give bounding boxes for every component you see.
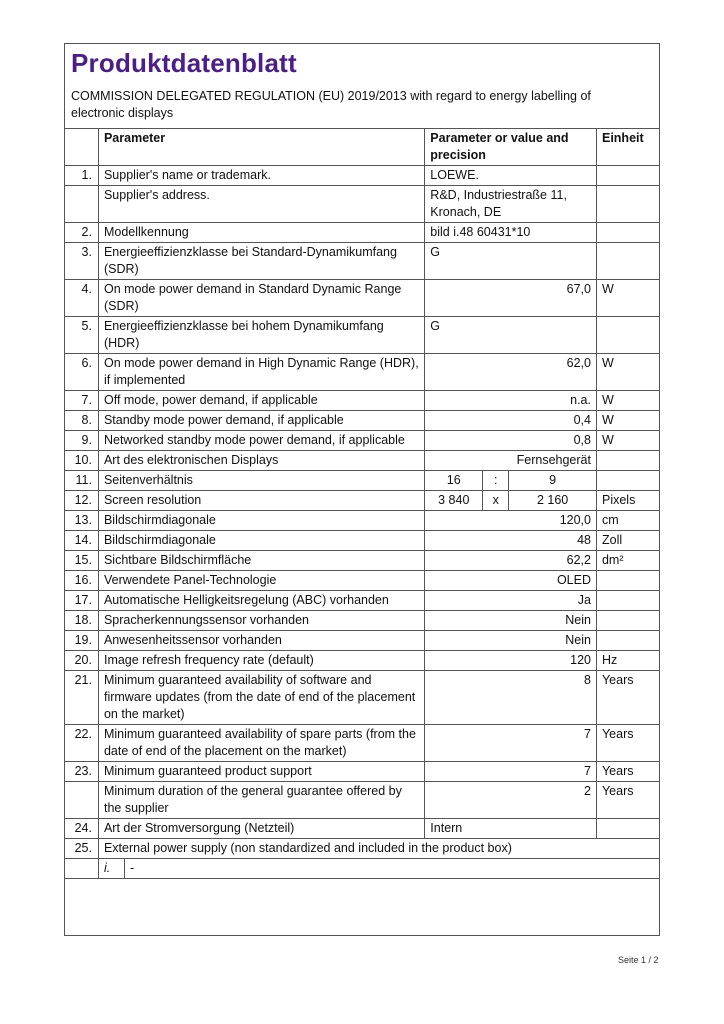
table-row: 16. Verwendete Panel-Technologie OLED <box>65 571 660 591</box>
sub-item-label: i. <box>98 859 124 879</box>
table-row: 5. Energieeffizienzklasse bei hohem Dynamikumfang (HDR) G <box>65 317 660 354</box>
table-row: 18. Spracherkennungssensor vorhanden Nein <box>65 611 660 631</box>
table-row: 6. On mode power demand in High Dynamic Range (HDR), if implemented 62,0 W <box>65 354 660 391</box>
table-row: 21. Minimum guaranteed availability of software and firmware updates (from the date of end of the placement on the market) 8 Years <box>65 671 660 725</box>
table-row: 20. Image refresh frequency rate (default) 120 Hz <box>65 651 660 671</box>
table-row: Supplier's address. R&D, Industriestraße 11, Kronach, DE <box>65 186 660 223</box>
table-row: 2. Modellkennung bild i.48 60431*10 <box>65 223 660 243</box>
datasheet <box>64 43 660 936</box>
table-row: 4. On mode power demand in Standard Dynamic Range (SDR) 67,0 W <box>65 280 660 317</box>
header-value: Parameter or value and precision <box>425 129 597 166</box>
parameter-table <box>64 128 660 879</box>
table-row: 25. External power supply (non standardized and included in the product box) <box>65 839 660 859</box>
table-row: 3. Energieeffizienzklasse bei Standard-Dynamikumfang (SDR) G <box>65 243 660 280</box>
table-row: 8. Standby mode power demand, if applicable 0,4 W <box>65 411 660 431</box>
table-row: 17. Automatische Helligkeitsregelung (ABC) vorhanden Ja <box>65 591 660 611</box>
table-row <box>65 859 660 879</box>
page-title: Produktdatenblatt <box>71 48 297 78</box>
table-row: 13. Bildschirmdiagonale 120,0 cm <box>65 511 660 531</box>
sub-item-value: - <box>124 859 659 879</box>
header-parameter: Parameter <box>98 129 424 166</box>
table-row: 23. Minimum guaranteed product support 7 Years <box>65 762 660 782</box>
table-row: 10. Art des elektronischen Displays Fernsehgerät <box>65 451 660 471</box>
table-row: 11. Seitenverhältnis 16 : 9 <box>65 471 660 491</box>
table-row: 14. Bildschirmdiagonale 48 Zoll <box>65 531 660 551</box>
table-row: 22. Minimum guaranteed availability of spare parts (from the date of end of the placement on the market) 7 Years <box>65 725 660 762</box>
table-row: 1. Supplier's name or trademark. LOEWE. <box>65 166 660 186</box>
page-number: Seite 1 / 2 <box>618 955 659 965</box>
regulation-subtitle: COMMISSION DELEGATED REGULATION (EU) 2019/2013 with regard to energy labelling of electronic displays <box>71 89 591 120</box>
table-row: 9. Networked standby mode power demand, if applicable 0,8 W <box>65 431 660 451</box>
table-row: Minimum duration of the general guarantee offered by the supplier 2 Years <box>65 782 660 819</box>
table-row: 24. Art der Stromversorgung (Netzteil) Intern <box>65 819 660 839</box>
table-row: 19. Anwesenheitssensor vorhanden Nein <box>65 631 660 651</box>
table-row: 7. Off mode, power demand, if applicable n.a. W <box>65 391 660 411</box>
table-row: 12. Screen resolution 3 840 x 2 160 Pixels <box>65 491 660 511</box>
table-header <box>65 129 660 166</box>
table-row: 15. Sichtbare Bildschirmfläche 62,2 dm² <box>65 551 660 571</box>
header-unit: Einheit <box>596 129 659 166</box>
